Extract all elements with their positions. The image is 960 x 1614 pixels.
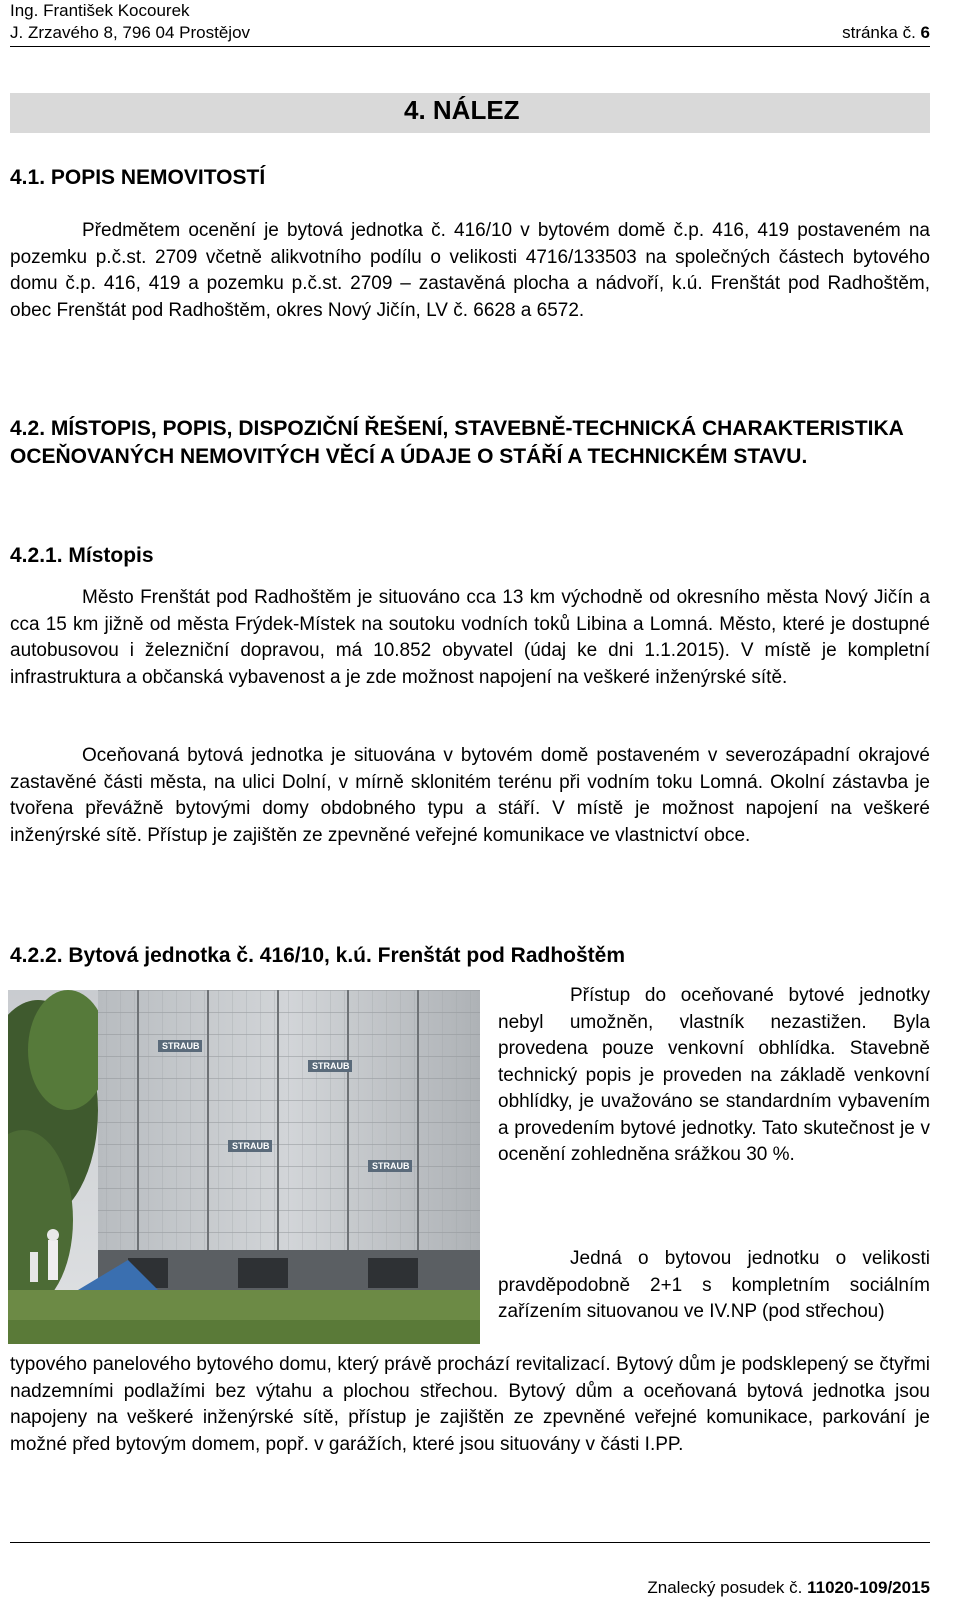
page-header <box>10 0 930 44</box>
section-4-2-2-para2-wrap-text: Jedná o bytovou jednotku o velikosti pravděpodobně 2+1 s kompletním sociálním zařízením situovanou ve IV.NP (pod střechou) <box>498 1248 930 1322</box>
chapter-band <box>10 93 930 133</box>
photo-sign-3: STRAUB <box>232 1141 270 1151</box>
author-name: Ing. František Kocourek <box>10 1 190 20</box>
header-divider <box>10 46 930 47</box>
footer-divider <box>10 1542 930 1543</box>
section-4-1-heading: 4.1. POPIS NEMOVITOSTÍ <box>10 166 266 189</box>
section-4-2-1-para2-text: Oceňovaná bytová jednotka je situována v bytovém domě postaveném v severozápadní okrajové zastavěné části města, na ulici Dolní, v mírně sklonitém terénu při vodním toku Lomná. Okolní zástavba je tvořena převážně bytovými domy obdobného typu a stáří. V místě je možnost napojení na veškeré inženýrské sítě. Přístup je zajištěn ze zpevněné veřejné komunikace ve vlastnictví obce. <box>10 745 930 846</box>
section-4-2-2-para2-wrap <box>498 1246 930 1326</box>
building-photo <box>8 990 480 1344</box>
section-4-2-2-para2-rest: typového panelového bytového domu, který právě prochází revitalizací. Bytový dům je podsklepený se čtyřmi nadzemními podlažími bez výtahu a plochou střechou. Bytový dům a oceňovaná bytová jednotka jsou napojeny na veškeré inženýrské sítě, přístup je zajištěn ze zpevněné veřejné komunikace, parkování je možné před bytovým domem, popř. v garážích, které jsou situovány v části I.PP. <box>10 1354 930 1455</box>
page-footer <box>647 1578 930 1598</box>
section-4-2-heading: 4.2. MÍSTOPIS, POPIS, DISPOZIČNÍ ŘEŠENÍ, STAVEBNĚ-TECHNICKÁ CHARAKTERISTIKA OCEŇOVANÝCH NEMOVITÝCH VĚCÍ A ÚDAJE O STÁŘÍ A TECHNICKÉM STAVU. <box>10 417 903 468</box>
page-number-label <box>842 22 930 44</box>
section-4-1-paragraph: Předmětem ocenění je bytová jednotka č. 416/10 v bytovém domě č.p. 416, 419 postaveném na pozemku p.č.st. 2709 včetně alikvotního podílu o velikosti 4716/133503 na společných částech bytového domu č.p. 416, 419 a pozemku p.č.st. 2709 – zastavěná plocha a nádvoří, k.ú. Frenštát pod Radhoštěm, obec Frenštát pod Radhoštěm, okres Nový Jičín, LV č. 6628 a 6572. <box>10 220 930 321</box>
chapter-title: 4. NÁLEZ <box>404 95 520 125</box>
photo-sign-4: STRAUB <box>372 1161 410 1171</box>
page-number: 6 <box>920 23 930 42</box>
section-4-2-1-para2 <box>10 743 930 849</box>
photo-sign-1: STRAUB <box>162 1041 200 1051</box>
section-4-2-2-para1-text: Přístup do oceňované bytové jednotky nebyl umožněn, vlastník nezastižen. Byla provedena pouze venkovní obhlídka. Stavebně technický popis je proveden na základě venkovní obhlídky, je uvažováno se standardním vybavením a provedením bytové jednotky. Tato skutečnost je v ocenění zohledněna srážkou 30 %. <box>498 985 930 1165</box>
section-4-2-1-para1-text: Město Frenštát pod Radhoštěm je situováno cca 13 km východně od okresního města Nový Jičín a cca 15 km jižně od města Frýdek-Místek na soutoku vodních toků Libina a Lomná. Město, které je dostupné autobusovou i železniční dopravou, má 10.852 obyvatel (údaj ke dni 1.1.2015). V místě je kompletní infrastruktura a občanská vybavenost a je zde možnost napojení na veškeré inženýrské sítě. <box>10 587 930 688</box>
footer-number: 11020-109/2015 <box>807 1578 930 1597</box>
page-label: stránka č. <box>842 23 916 42</box>
section-4-2-2-heading: 4.2.2. Bytová jednotka č. 416/10, k.ú. Frenštát pod Radhoštěm <box>10 944 626 967</box>
section-4-2-1-para1 <box>10 585 930 691</box>
section-4-2-2-para1 <box>498 983 930 1169</box>
author-address: J. Zrzavého 8, 796 04 Prostějov <box>10 23 251 42</box>
footer-label: Znalecký posudek č. <box>647 1578 803 1597</box>
section-4-1-text <box>10 218 930 324</box>
section-4-2-1-heading: 4.2.1. Místopis <box>10 544 154 567</box>
photo-sign-2: STRAUB <box>312 1061 350 1071</box>
